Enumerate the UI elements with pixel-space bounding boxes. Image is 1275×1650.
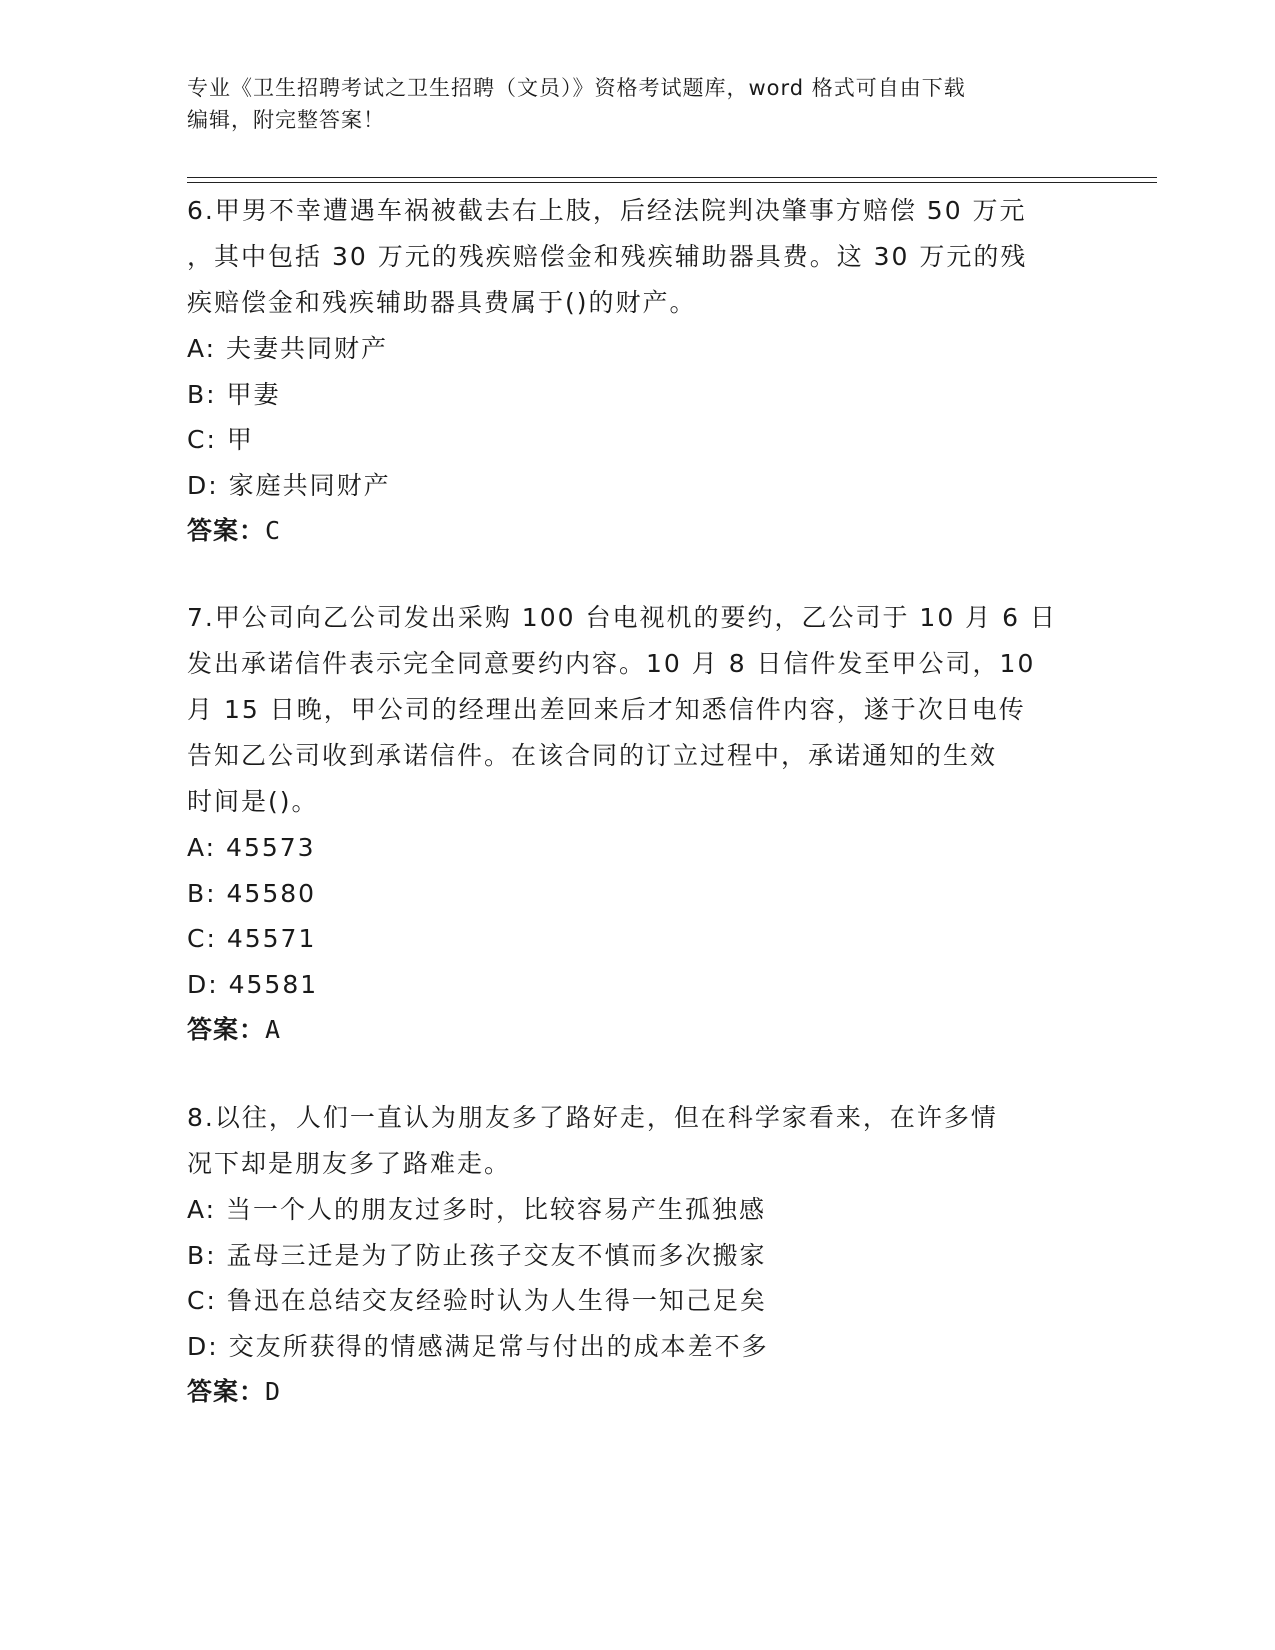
question-6 — [187, 188, 1087, 554]
answer-value: C — [265, 516, 282, 545]
document-header — [187, 72, 1067, 136]
answer-value: A — [265, 1015, 282, 1044]
question-6-stem-line-1: 6.甲男不幸遭遇车祸被截去右上肢，后经法院判决肇事方赔偿 50 万元 — [187, 196, 1027, 225]
question-6-option-c: C: 甲 — [187, 425, 254, 454]
answer-value: D — [265, 1377, 282, 1406]
question-6-option-b: B: 甲妻 — [187, 379, 281, 409]
question-6-option-a: A: 夫妻共同财产 — [187, 334, 389, 363]
header-divider-top — [187, 177, 1157, 178]
question-8-option-a: A: 当一个人的朋友过多时，比较容易产生孤独感 — [187, 1195, 767, 1224]
question-7-stem-line-1: 7.甲公司向乙公司发出采购 100 台电视机的要约，乙公司于 10 月 6 日 — [187, 603, 1057, 632]
answer-label: 答案： — [187, 1015, 266, 1044]
question-7-stem-line-3: 月 15 日晚，甲公司的经理出差回来后才知悉信件内容，遂于次日电传 — [187, 695, 1026, 724]
question-7-answer — [187, 1007, 1087, 1053]
question-6-answer — [187, 508, 1087, 554]
header-line-2: 编辑，附完整答案！ — [187, 108, 385, 132]
answer-label: 答案： — [187, 1377, 266, 1406]
question-6-option-d: D: 家庭共同财产 — [187, 470, 391, 500]
question-7 — [187, 595, 1087, 1053]
question-8 — [187, 1095, 1087, 1415]
question-8-option-b: B: 孟母三迁是为了防止孩子交友不慎而多次搬家 — [187, 1240, 767, 1270]
question-8-stem-line-1: 8.以往，人们一直认为朋友多了路好走，但在科学家看来，在许多情 — [187, 1103, 998, 1132]
header-divider-bottom — [187, 182, 1157, 183]
question-7-option-d: D: 45581 — [187, 969, 319, 999]
question-8-answer — [187, 1369, 1087, 1415]
answer-label: 答案： — [187, 516, 266, 545]
question-7-stem-line-2: 发出承诺信件表示完全同意要约内容。10 月 8 日信件发至甲公司，10 — [187, 649, 1036, 678]
question-7-stem-line-5: 时间是()。 — [187, 787, 319, 816]
question-7-option-b: B: 45580 — [187, 878, 317, 908]
question-8-option-c: C: 鲁迅在总结交友经验时认为人生得一知己足矣 — [187, 1286, 767, 1315]
question-8-option-d: D: 交友所获得的情感满足常与付出的成本差不多 — [187, 1331, 769, 1361]
question-7-stem-line-4: 告知乙公司收到承诺信件。在该合同的订立过程中，承诺通知的生效 — [187, 741, 998, 770]
question-6-stem-line-2: ，其中包括 30 万元的残疾赔偿金和残疾辅助器具费。这 30 万元的残 — [187, 242, 1028, 271]
header-line-1: 专业《卫生招聘考试之卫生招聘（文员）》资格考试题库，word 格式可自由下载 — [187, 76, 966, 100]
question-8-stem-line-2: 况下却是朋友多了路难走。 — [187, 1149, 512, 1178]
question-7-option-a: A: 45573 — [187, 833, 316, 862]
question-6-stem-line-3: 疾赔偿金和残疾辅助器具费属于()的财产。 — [187, 288, 697, 317]
question-7-option-c: C: 45571 — [187, 924, 317, 953]
